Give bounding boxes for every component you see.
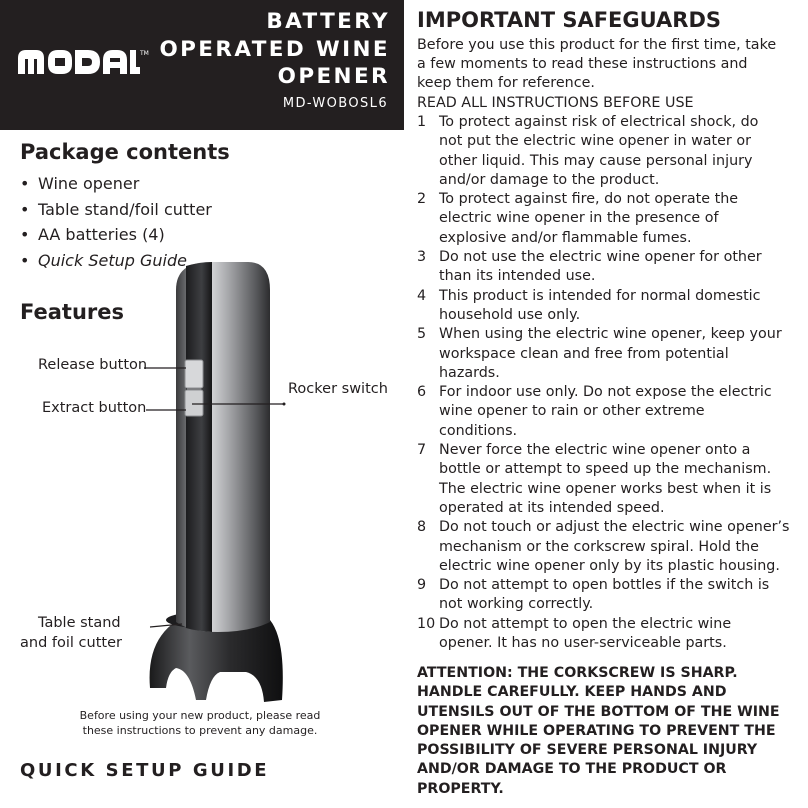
opener-spine-shape <box>186 262 212 632</box>
note-line: these instructions to prevent any damage. <box>82 724 318 737</box>
intro-line: READ ALL INSTRUCTIONS BEFORE USE <box>417 94 694 111</box>
package-contents-list <box>20 171 212 273</box>
list-item: • AA batteries (4) <box>20 222 212 248</box>
bullet-icon: • <box>20 225 30 244</box>
model-number: MD-WOBOSL6 <box>282 96 388 111</box>
warning-line: HANDLE CAREFULLY. KEEP HANDS AND <box>417 684 727 701</box>
warning-line: ATTENTION: THE CORKSCREW IS SHARP. <box>417 665 738 681</box>
title-banner <box>0 0 404 130</box>
list-item: 7 Never force the electric wine opener onto a bottle or attempt to speed up the mechanism. The electric wine opener works best when it is operated at its intended speed. <box>417 442 772 516</box>
wine-opener-illustration <box>0 260 404 720</box>
intro-line: Before you use this product for the first time, take <box>417 37 777 53</box>
list-item: 2 To protect against fire, do not operate the electric wine opener in the presence of explosive and/or flammable fumes. <box>417 191 739 246</box>
list-item: 9 Do not attempt to open bottles if the switch is not working correctly. <box>417 577 770 613</box>
foil-cutter-label: and foil cutter <box>20 635 122 651</box>
features-heading: Features <box>20 300 124 324</box>
table-stand-shape <box>150 620 283 702</box>
list-item: 8 Do not touch or adjust the electric wine opener’s mechanism or the corkscrew spiral. Hold the electric wine opener only by its plastic housing. <box>417 519 790 574</box>
warning-line: OPENER WHILE OPERATING TO PREVENT THE <box>417 722 776 739</box>
safeguards-intro <box>417 36 801 113</box>
list-item: 6 For indoor use only. Do not expose the electric wine opener to rain or other extreme conditions. <box>417 384 772 439</box>
list-item: 5 When using the electric wine opener, keep your workspace clean and free from potential hazards. <box>417 326 782 381</box>
bullet-icon: • <box>20 250 30 270</box>
usage-note <box>40 708 360 738</box>
bullet-icon: • <box>20 199 30 219</box>
bullet-icon: • <box>20 174 30 193</box>
release-button-label: Release button <box>38 357 148 373</box>
list-item: 4 This product is intended for normal domestic household use only. <box>417 287 761 323</box>
extract-button-shape <box>185 390 203 416</box>
title-line: OPENER <box>277 64 390 89</box>
list-item: • Wine opener <box>20 171 212 197</box>
intro-line: a few moments to read these instructions and <box>417 56 748 73</box>
extract-button-label: Extract button <box>42 400 147 416</box>
title-line: OPERATED WINE <box>159 36 390 62</box>
title-line: BATTERY <box>266 9 390 34</box>
warning-line: UTENSILS OUT OF THE BOTTOM OF THE WINE <box>417 703 780 720</box>
list-item: 10 Do not attempt to open the electric wine opener. It has no user-serviceable parts. <box>417 615 732 652</box>
list-item: • Quick Setup Guide <box>20 248 212 274</box>
list-item: 3 Do not use the electric wine opener for other than its intended use. <box>417 249 762 285</box>
footer-title: QUICK SETUP GUIDE <box>20 760 270 781</box>
trademark-mark: TM <box>140 50 149 57</box>
release-button-shape <box>185 360 203 388</box>
package-contents-heading: Package contents <box>20 140 230 164</box>
warning-line: PROPERTY. <box>417 780 504 797</box>
list-item: 1 To protect against risk of electrical shock, do not put the electric wine opener in water or other liquid. This may cause personal injury and/or damage to the product. <box>417 114 759 188</box>
table-stand-label: Table stand <box>38 615 121 631</box>
intro-line: keep them for reference. <box>417 75 595 92</box>
safeguards-heading: IMPORTANT SAFEGUARDS <box>417 8 722 32</box>
note-line: Before using your new product, please read <box>79 709 321 722</box>
safeguards-list <box>417 113 803 653</box>
brand-logo <box>18 50 140 74</box>
list-item: • Table stand/foil cutter <box>20 197 212 223</box>
rocker-switch-label: Rocker switch <box>288 381 388 397</box>
attention-warning <box>417 664 803 799</box>
product-title <box>150 8 390 91</box>
warning-line: AND/OR DAMAGE TO THE PRODUCT OR <box>417 761 727 778</box>
warning-line: POSSIBILITY OF SEVERE PERSONAL INJURY <box>417 742 758 759</box>
